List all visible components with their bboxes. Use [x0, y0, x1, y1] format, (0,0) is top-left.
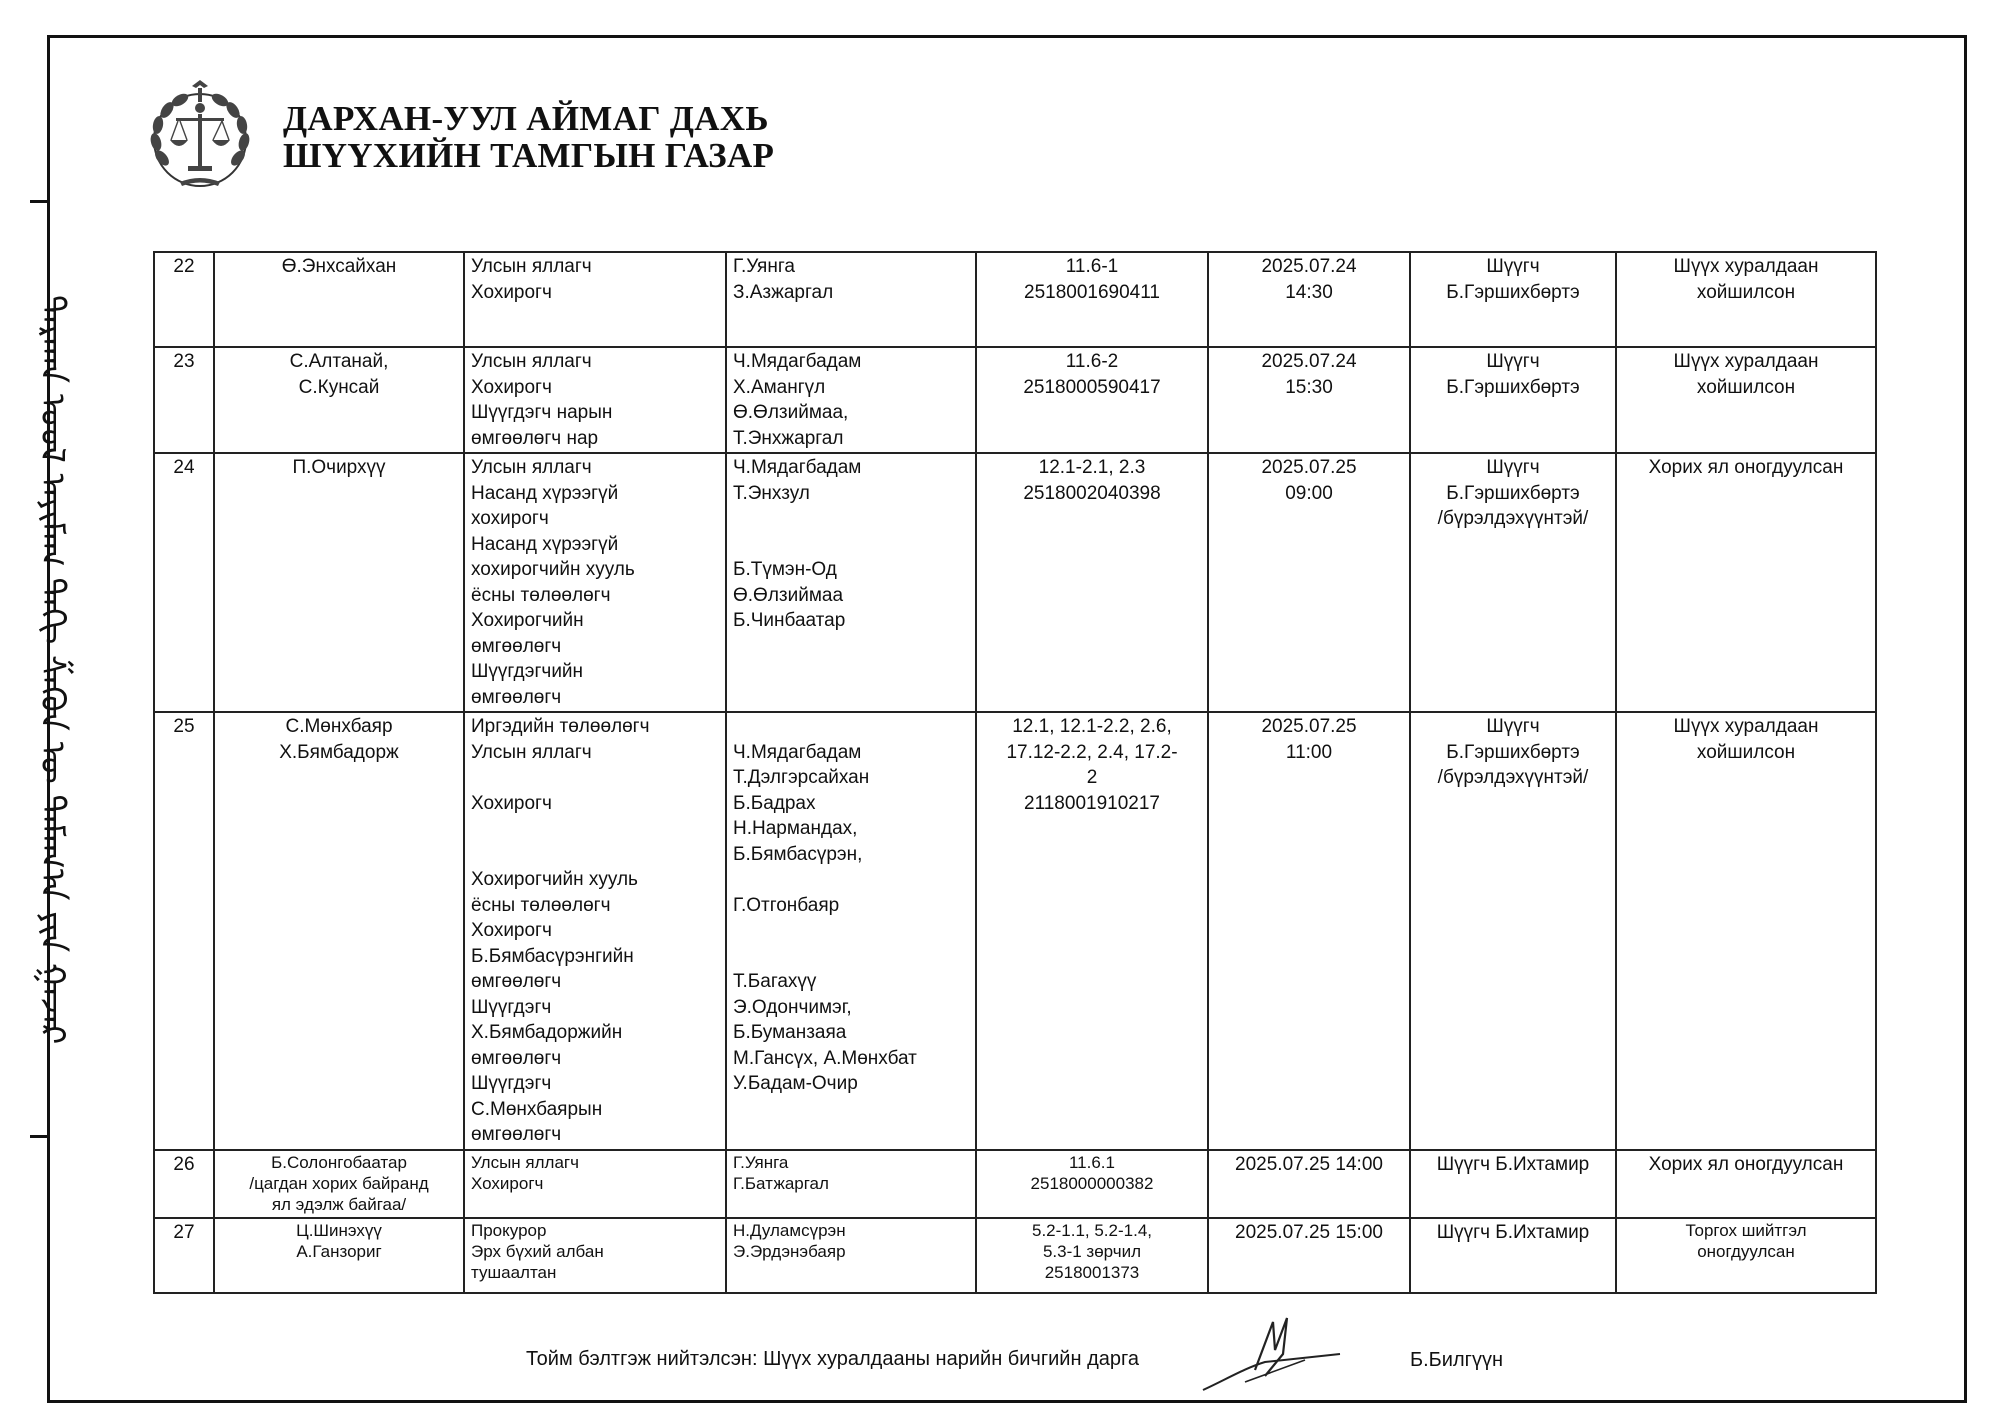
- participant-name: Н.Нармандах,: [733, 818, 858, 839]
- article-line: 11.6-1: [1065, 256, 1119, 277]
- participant-role: Шүүгдэгч: [471, 996, 552, 1018]
- participant-name: Ч.Мядагбадам: [733, 351, 862, 372]
- judge-cell: [1410, 712, 1616, 1150]
- hearing-time-cell: [1208, 1150, 1410, 1218]
- participant-role: Б.Бямбасүрэнгийн: [471, 945, 634, 967]
- signature: [1195, 1310, 1355, 1400]
- judge-line: Шүүгч Б.Ихтамир: [1436, 1221, 1590, 1243]
- defendant-name: Ө.Энхсайхан: [281, 256, 397, 277]
- side-divider-bottom: [30, 1135, 47, 1138]
- article-case-cell: [976, 1218, 1208, 1293]
- participant-name: Ө.Өлзиймаа: [733, 584, 844, 606]
- article-case-cell: [976, 347, 1208, 453]
- judge-line: Шүүгч Б.Ихтамир: [1436, 1153, 1590, 1175]
- participant-role: хохирогч: [471, 508, 549, 529]
- row-number: 22: [154, 252, 214, 347]
- article-line: 12.1, 12.1-2.2, 2.6,: [1012, 716, 1172, 737]
- defendant-name: Х.Бямбадорж: [279, 741, 399, 763]
- table-row: [154, 712, 1876, 1150]
- defendant-cell: [214, 252, 464, 347]
- participant-name: Г.Отгонбаяр: [733, 894, 840, 916]
- participant-role: Улсын яллагч: [471, 351, 592, 372]
- participant-name: Ч.Мядагбадам: [733, 457, 862, 478]
- participant-name: Н.Дуламсүрэн: [733, 1220, 846, 1240]
- participant-name: У.Бадам-Очир: [733, 1073, 858, 1094]
- participant-name-cell: [726, 252, 976, 347]
- judge-line: Шүүгч: [1486, 457, 1540, 478]
- secretary-name: Б.Билгүүн: [1410, 1349, 1503, 1371]
- participant-role-cell: [464, 1150, 726, 1218]
- participant-role: Хохирогчийн хууль: [471, 869, 638, 890]
- participant-role: Улсын яллагч: [471, 741, 592, 763]
- result-line: хойшилсон: [1696, 281, 1796, 303]
- article-line: 2518001373: [1044, 1262, 1140, 1282]
- defendant-cell: [214, 347, 464, 453]
- hearing-time-cell: [1208, 1218, 1410, 1293]
- title-line-1: ДАРХАН-УУЛ АЙМАГ ДАХЬ: [283, 99, 769, 138]
- participant-name: Ө.Өлзиймаа,: [733, 402, 849, 423]
- hearing-time: 09:00: [1285, 482, 1333, 504]
- article-line: 5.3-1 зөрчил: [1042, 1241, 1142, 1261]
- hearing-time: 14:30: [1285, 281, 1333, 303]
- participant-name-cell: [726, 1218, 976, 1293]
- participant-role: өмгөөлөгч: [471, 1047, 562, 1069]
- hearing-time: 2025.07.25 15:00: [1235, 1221, 1383, 1243]
- participant-role: хохирогчийн хууль: [471, 559, 635, 580]
- result-cell: [1616, 1150, 1876, 1218]
- participant-name-cell: [726, 1150, 976, 1218]
- participant-role: Шүүгдэгч нарын: [471, 402, 613, 423]
- participant-role: өмгөөлөгч: [471, 971, 562, 992]
- participant-role: Эрх бүхий албан: [471, 1241, 604, 1261]
- defendant-name: ял эдэлж байгаа/: [271, 1194, 407, 1214]
- result-cell: [1616, 347, 1876, 453]
- table-row: [154, 252, 1876, 347]
- participant-name: Т.Дэлгэрсайхан: [733, 767, 870, 788]
- participant-role: Прокурор: [471, 1220, 547, 1240]
- hearing-time-cell: [1208, 252, 1410, 347]
- participant-role: Хохирогчийн: [471, 610, 584, 631]
- row-number: 26: [154, 1150, 214, 1218]
- participant-role-cell: [464, 453, 726, 712]
- hearing-time: 11:00: [1285, 741, 1333, 763]
- participant-name-cell: [726, 453, 976, 712]
- participant-role: Шүүгдэгчийн: [471, 661, 584, 682]
- hearing-time: 2025.07.25: [1261, 716, 1357, 737]
- participant-name: Г.Батжаргал: [733, 1173, 829, 1193]
- result-cell: [1616, 712, 1876, 1150]
- article-line: 2518000590417: [1023, 376, 1161, 398]
- article-line: 2118001910217: [1024, 792, 1160, 814]
- article-line: 11.6-2: [1065, 351, 1119, 372]
- table-row: [154, 1218, 1876, 1293]
- judge-cell: [1410, 252, 1616, 347]
- defendant-name: Ц.Шинэхүү: [296, 1220, 382, 1240]
- participant-name: Г.Уянга: [733, 1152, 789, 1172]
- judge-line: Шүүгч: [1486, 256, 1540, 277]
- article-line: 2518002040398: [1023, 482, 1161, 504]
- judge-cell: [1410, 1150, 1616, 1218]
- judge-cell: [1410, 347, 1616, 453]
- hearing-time: 2025.07.25 14:00: [1235, 1153, 1383, 1175]
- row-number: 24: [154, 453, 214, 712]
- result-line: хойшилсон: [1696, 741, 1796, 763]
- judge-line: Б.Гэршихбөртэ: [1446, 376, 1580, 398]
- article-line: 12.1-2.1, 2.3: [1038, 457, 1146, 478]
- participant-name: Т.Багахүү: [733, 971, 817, 992]
- table-row: [154, 1150, 1876, 1218]
- participant-name-cell: [726, 712, 976, 1150]
- participant-role: өмгөөлөгч: [471, 635, 562, 657]
- defendant-name: П.Очирхүү: [292, 457, 386, 478]
- participant-role: Хохирогч: [471, 376, 552, 398]
- participant-role: Иргэдийн төлөөлөгч: [471, 716, 650, 737]
- result-line: Шүүх хуралдаан: [1673, 716, 1819, 737]
- row-number: 25: [154, 712, 214, 1150]
- defendant-cell: [214, 1218, 464, 1293]
- defendant-name: А.Ганзориг: [296, 1241, 382, 1261]
- result-line: Торгох шийтгэл: [1685, 1220, 1807, 1240]
- organization-title: [283, 100, 774, 174]
- prepared-by-label: Тойм бэлтгэж нийтэлсэн: Шүүх хуралдааны нарийн бичгийн дарга: [526, 1348, 1139, 1370]
- defendant-name: /цагдан хорих байранд: [249, 1173, 429, 1193]
- participant-role: тушаалтан: [471, 1262, 557, 1282]
- article-line: 11.6.1: [1068, 1152, 1115, 1172]
- participant-role: Хохирогч: [471, 281, 552, 303]
- article-case-cell: [976, 1150, 1208, 1218]
- participant-name: Б.Бямбасүрэн,: [733, 843, 863, 865]
- participant-role: ёсны төлөөлөгч: [471, 894, 611, 916]
- participant-role: Насанд хүрээгүй: [471, 533, 619, 555]
- participant-role-cell: [464, 347, 726, 453]
- judge-line: Б.Гэршихбөртэ: [1446, 741, 1580, 763]
- participant-role: Насанд хүрээгүй: [471, 482, 619, 504]
- participant-name: Т.Энхжаргал: [733, 427, 844, 449]
- defendant-cell: [214, 1150, 464, 1218]
- result-line: хойшилсон: [1696, 376, 1796, 398]
- article-case-cell: [976, 252, 1208, 347]
- participant-role: ёсны төлөөлөгч: [471, 584, 611, 606]
- result-line: Хорих ял оногдуулсан: [1648, 457, 1844, 478]
- judge-cell: [1410, 453, 1616, 712]
- participant-role: С.Мөнхбаярын: [471, 1098, 603, 1120]
- hearing-time-cell: [1208, 712, 1410, 1150]
- result-cell: [1616, 453, 1876, 712]
- hearing-time: 15:30: [1285, 376, 1333, 398]
- article-line: 5.2-1.1, 5.2-1.4,: [1031, 1220, 1153, 1240]
- hearing-time: 2025.07.25: [1261, 457, 1357, 478]
- article-line: 2: [1086, 767, 1098, 788]
- participant-name: М.Гансүх, А.Мөнхбат: [733, 1047, 917, 1069]
- result-cell: [1616, 252, 1876, 347]
- participant-role: Хохирогч: [471, 920, 552, 941]
- defendant-name: Б.Солонгобаатар: [271, 1152, 407, 1172]
- participant-role: Шүүгдэгч: [471, 1073, 552, 1094]
- hearing-time-cell: [1208, 453, 1410, 712]
- participant-role: өмгөөлөгч нар: [471, 427, 599, 449]
- side-divider-top: [30, 200, 47, 203]
- defendant-cell: [214, 712, 464, 1150]
- participant-name: Т.Энхзул: [733, 482, 810, 504]
- participant-name: Б.Түмэн-Од: [733, 559, 837, 580]
- article-line: 2518001690411: [1024, 281, 1160, 303]
- participant-name: Б.Буманзаяа: [733, 1022, 847, 1043]
- table-row: [154, 453, 1876, 712]
- row-number: 27: [154, 1218, 214, 1293]
- participant-role: Хохирогч: [471, 1173, 544, 1193]
- participant-role: Улсын яллагч: [471, 1152, 579, 1172]
- participant-role: өмгөөлөгч: [471, 686, 562, 708]
- participant-name: Г.Уянга: [733, 256, 795, 277]
- result-line: Хорих ял оногдуулсан: [1648, 1153, 1844, 1175]
- participant-name: З.Азжаргал: [733, 281, 834, 303]
- article-line: 17.12-2.2, 2.4, 17.2-: [1006, 741, 1178, 763]
- participant-name: Х.Амангүл: [733, 376, 826, 398]
- result-cell: [1616, 1218, 1876, 1293]
- participant-name: Б.Чинбаатар: [733, 610, 846, 631]
- hearing-time-cell: [1208, 347, 1410, 453]
- participant-name: Э.Одончимэг,: [733, 996, 852, 1018]
- participant-role: Х.Бямбадоржийн: [471, 1022, 623, 1043]
- result-line: оногдуулсан: [1697, 1241, 1795, 1261]
- judge-line: Б.Гэршихбөртэ: [1446, 482, 1580, 504]
- judge-line: Б.Гэршихбөртэ: [1446, 281, 1580, 303]
- row-number: 23: [154, 347, 214, 453]
- participant-role-cell: [464, 1218, 726, 1293]
- participant-name: Б.Бадрах: [733, 792, 816, 814]
- judge-cell: [1410, 1218, 1616, 1293]
- judge-line: Шүүгч: [1486, 716, 1540, 737]
- judge-line: /бүрэлдэхүүнтэй/: [1437, 767, 1589, 788]
- hearing-time: 2025.07.24: [1261, 256, 1357, 277]
- vertical-mongolian-script: ᠳᠠᠷᠬᠠᠨ ᠤᠤᠯ ᠠᠶᠢᠮᠠᠭ ᠳᠠᠬᠢ ᠱᠡᠭᠦᠨ ᠦ ᠲᠠᠮᠠᠭ᠎ᠠ ᠶᠢᠨ ᠭᠠᠵᠠᠷ: [32, 295, 72, 1045]
- defendant-name: С.Мөнхбаяр: [285, 716, 393, 737]
- title-line-2: ШҮҮХИЙН ТАМГЫН ГАЗАР: [283, 136, 775, 175]
- defendant-name: С.Алтанай,: [289, 351, 389, 372]
- participant-role: Хохирогч: [471, 792, 552, 814]
- defendant-name: С.Кунсай: [298, 376, 380, 398]
- court-schedule-table: [153, 251, 1877, 1294]
- judge-line: /бүрэлдэхүүнтэй/: [1437, 508, 1589, 529]
- participant-name: Ч.Мядагбадам: [733, 741, 862, 763]
- judge-line: Шүүгч: [1486, 351, 1540, 372]
- result-line: Шүүх хуралдаан: [1673, 256, 1819, 277]
- defendant-cell: [214, 453, 464, 712]
- participant-name: Э.Эрдэнэбаяр: [733, 1241, 846, 1261]
- court-emblem-icon: [140, 78, 260, 198]
- participant-role: Улсын яллагч: [471, 457, 592, 478]
- article-case-cell: [976, 712, 1208, 1150]
- participant-role: өмгөөлөгч: [471, 1124, 562, 1145]
- table-row: [154, 347, 1876, 453]
- participant-role-cell: [464, 252, 726, 347]
- participant-role-cell: [464, 712, 726, 1150]
- article-case-cell: [976, 453, 1208, 712]
- result-line: Шүүх хуралдаан: [1673, 351, 1819, 372]
- participant-role: Улсын яллагч: [471, 256, 592, 277]
- article-line: 2518000000382: [1030, 1173, 1154, 1193]
- participant-name-cell: [726, 347, 976, 453]
- hearing-time: 2025.07.24: [1261, 351, 1357, 372]
